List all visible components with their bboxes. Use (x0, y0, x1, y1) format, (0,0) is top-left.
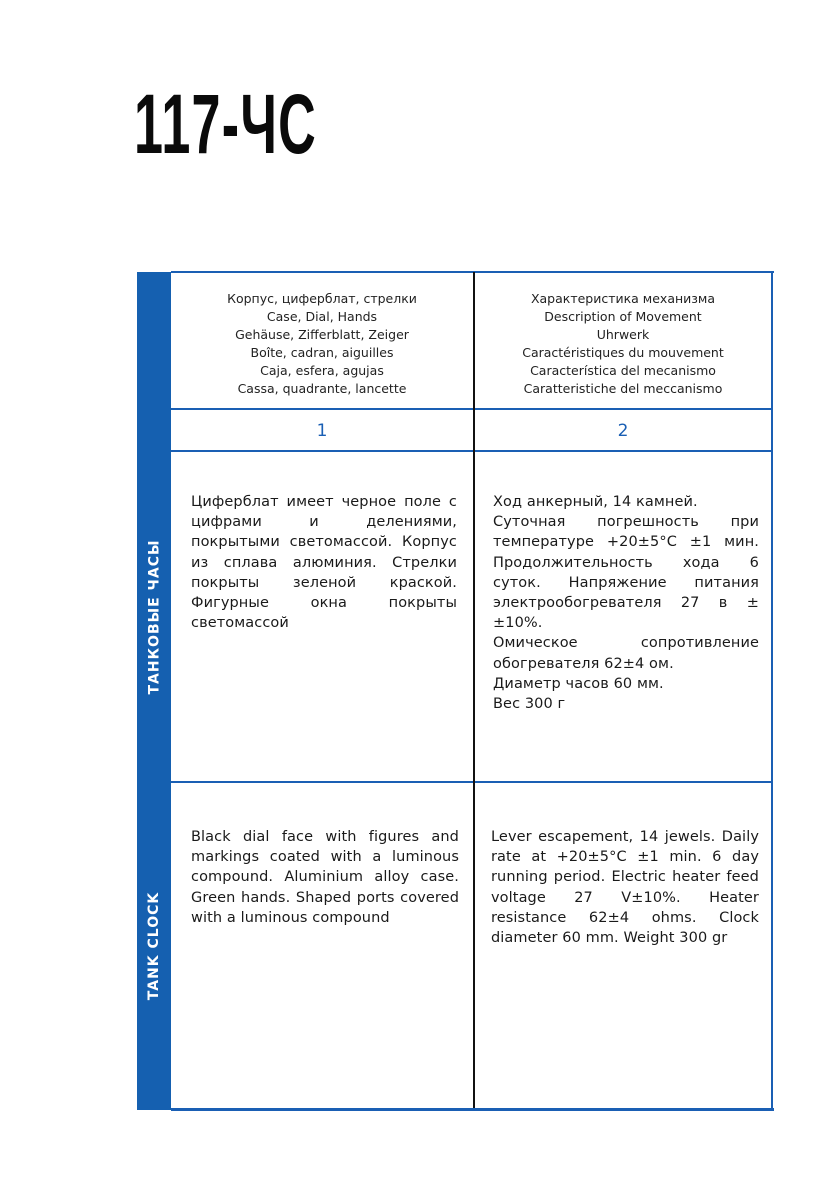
column-2-number: 2 (617, 421, 629, 441)
column-2-russian-text (493, 492, 759, 714)
header-line: Description of Movement (544, 309, 702, 324)
sidebar-label-ru (137, 452, 171, 782)
header-line: Case, Dial, Hands (266, 309, 378, 324)
spec-line: Диаметр часов 60 мм. (493, 675, 664, 692)
sidebar-label-en-text: TANK CLOCK (146, 891, 162, 1001)
header-line: Характеристика механизма (530, 291, 716, 306)
spec-line: Суточная погрешность при температуре +20±5°C ±1 мин. Продолжительность хода 6 суток. Напряжение питания электрообогревателя 27 в ± ±10%. (493, 514, 759, 632)
column-1-header (171, 290, 473, 398)
column-1-english-text: Black dial face with figures and markings coated with a luminous compound. Aluminium alloy case. Green hands. Shaped ports covered with a luminous compound (191, 829, 459, 926)
model-title: 117-ЧС (134, 77, 318, 171)
sidebar-label-en (137, 782, 171, 1110)
header-line: Boîte, cadran, aiguilles (250, 345, 394, 360)
russian-row-bottom-border (171, 781, 772, 783)
header-line: Caja, esfera, agujas (260, 363, 384, 378)
category-sidebar (137, 272, 171, 1110)
sidebar-label-ru-text: ТАНКОВЫЕ ЧАСЫ (146, 539, 162, 695)
header-line: Caratteristiche del meccanismo (523, 381, 723, 396)
header-line: Uhrwerk (596, 327, 650, 342)
header-line: Cassa, quadrante, lancette (237, 381, 407, 396)
header-bottom-border (171, 408, 772, 410)
column-1-number: 1 (316, 421, 328, 441)
column-2-header (475, 290, 771, 398)
spec-line: Омическое сопротивление обогревателя 62±4 ом. (493, 635, 759, 672)
spec-line: Ход анкерный, 14 камней. (493, 494, 698, 510)
header-line: Característica del mecanismo (530, 363, 716, 378)
number-row-bottom-border (171, 450, 772, 452)
header-line: Caractéristiques du mouvement (522, 345, 724, 360)
column-1-russian-text: Циферблат имеет черное поле с цифрами и делениями, покрытыми светомассой. Корпус из сплава алюминия. Стрелки покрыты зеленой краской. Фигурные окна покрыты светомассой (191, 494, 457, 632)
table-right-border (771, 272, 773, 1110)
spec-line: Вес 300 г (493, 696, 566, 713)
header-line: Корпус, циферблат, стрелки (227, 291, 417, 306)
column-2-english-text: Lever escapement, 14 jewels. Daily rate at +20±5°C ±1 min. 6 day running period. Electric heater feed voltage 27 V±10%. Heater resistance 62±4 ohms. Clock diameter 60 mm. Weight 300 gr (491, 829, 759, 947)
header-line: Gehäuse, Zifferblatt, Zeiger (235, 327, 409, 342)
table-bottom-border (171, 1108, 774, 1111)
